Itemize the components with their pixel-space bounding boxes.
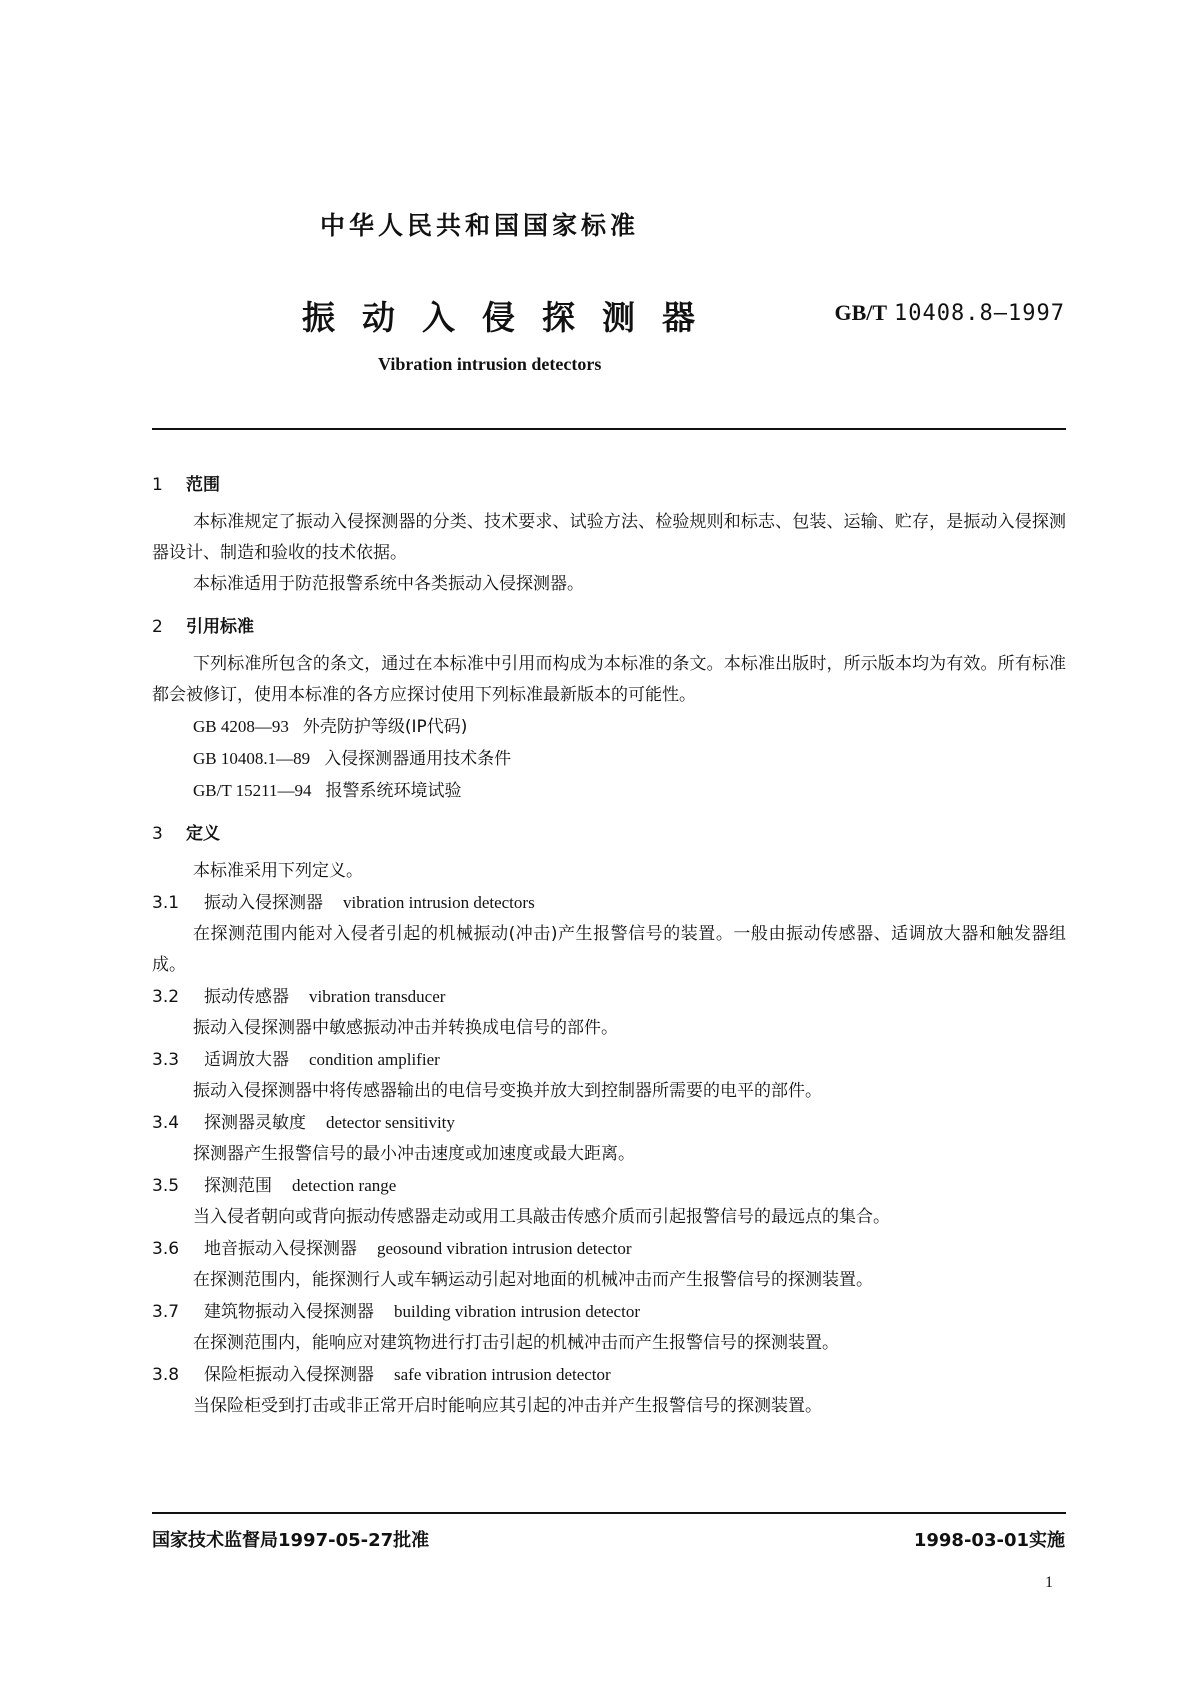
approval-statement: 国家技术监督局1997-05-27批准 <box>152 1530 430 1551</box>
reference-item <box>152 775 1066 807</box>
reference-item <box>152 743 1066 775</box>
definition-term-zh: 地音振动入侵探测器 <box>204 1239 357 1259</box>
definition-number: 3.2 <box>152 987 180 1007</box>
main-content <box>152 470 1066 1422</box>
scope-paragraph: 本标准适用于防范报警系统中各类振动入侵探测器。 <box>193 574 584 594</box>
definition-text: 探测器产生报警信号的最小冲击速度或加速度或最大距离。 <box>193 1144 635 1164</box>
definition-text: 振动入侵探测器中敏感振动冲击并转换成电信号的部件。 <box>193 1018 618 1038</box>
definition-term <box>152 1107 1066 1139</box>
definition-number: 3.6 <box>152 1239 180 1259</box>
section-number: 1 <box>152 475 163 495</box>
definition-text: 在探测范围内，能探测行人或车辆运动引起对地面的机械冲击而产生报警信号的探测装置。 <box>193 1270 873 1290</box>
national-standard-title: 中华人民共和国国家标准 <box>320 211 640 240</box>
reference-code: GB 4208—93 <box>193 717 289 736</box>
definition-text: 振动入侵探测器中将传感器输出的电信号变换并放大到控制器所需要的电平的部件。 <box>193 1081 822 1101</box>
scope-paragraph: 本标准规定了振动入侵探测器的分类、技术要求、试验方法、检验规则和标志、包装、运输、贮存，是振动入侵探测器设计、制造和验收的技术依据。 <box>152 512 1066 563</box>
definition-number: 3.5 <box>152 1176 180 1196</box>
definition-number: 3.8 <box>152 1365 180 1385</box>
definition-term <box>152 1359 1066 1391</box>
definition-text: 当保险柜受到打击或非正常开启时能响应其引起的冲击并产生报警信号的探测装置。 <box>193 1396 822 1416</box>
header-divider <box>152 428 1066 430</box>
standard-title: 振动入侵探测器 <box>302 298 722 337</box>
definition-term-zh: 适调放大器 <box>204 1050 289 1070</box>
reference-title: 外壳防护等级(IP代码) <box>302 717 468 737</box>
definitions-intro: 本标准采用下列定义。 <box>193 861 363 881</box>
standard-code-prefix: GB/T <box>834 300 888 325</box>
definition-term-zh: 建筑物振动入侵探测器 <box>204 1302 374 1322</box>
standard-code <box>834 300 1065 326</box>
definition-term-zh: 探测范围 <box>204 1176 272 1196</box>
section-number: 2 <box>152 617 163 637</box>
definition-term <box>152 1233 1066 1265</box>
references-intro: 下列标准所包含的条文，通过在本标准中引用而构成为本标准的条文。本标准出版时，所示版本均为有效。所有标准都会被修订，使用本标准的各方应探讨使用下列标准最新版本的可能性。 <box>152 654 1066 705</box>
definition-text: 当入侵者朝向或背向振动传感器走动或用工具敲击传感介质而引起报警信号的最远点的集合。 <box>193 1207 890 1227</box>
definition-term-en: vibration transducer <box>309 987 446 1006</box>
reference-item <box>152 711 1066 743</box>
definition-term-zh: 振动入侵探测器 <box>204 893 323 913</box>
definition-term-en: geosound vibration intrusion detector <box>377 1239 632 1258</box>
section-title: 引用标准 <box>186 617 254 637</box>
page-number: 1 <box>1045 1574 1053 1591</box>
section-heading-references <box>152 612 1066 643</box>
definition-term <box>152 1296 1066 1328</box>
definition-term <box>152 981 1066 1013</box>
reference-code: GB 10408.1—89 <box>193 749 311 768</box>
english-title: Vibration intrusion detectors <box>378 354 602 374</box>
definition-term-zh: 保险柜振动入侵探测器 <box>204 1365 374 1385</box>
definition-term-en: vibration intrusion detectors <box>343 893 535 912</box>
definition-term-en: condition amplifier <box>309 1050 440 1069</box>
definition-term-en: detection range <box>292 1176 397 1195</box>
definition-term-en: detector sensitivity <box>326 1113 455 1132</box>
definition-term-en: building vibration intrusion detector <box>394 1302 640 1321</box>
definition-number: 3.7 <box>152 1302 180 1322</box>
section-title: 定义 <box>186 824 220 844</box>
definition-term-zh: 振动传感器 <box>204 987 289 1007</box>
definition-text: 在探测范围内，能响应对建筑物进行打击引起的机械冲击而产生报警信号的探测装置。 <box>193 1333 839 1353</box>
section-heading-scope <box>152 470 1066 501</box>
section-title: 范围 <box>186 475 220 495</box>
reference-title: 报警系统环境试验 <box>325 781 462 801</box>
definition-term-en: safe vibration intrusion detector <box>394 1365 611 1384</box>
definition-text: 在探测范围内能对入侵者引起的机械振动(冲击)产生报警信号的装置。一般由振动传感器、适调放大器和触发器组成。 <box>152 924 1066 975</box>
definition-term <box>152 1170 1066 1202</box>
definition-number: 3.3 <box>152 1050 180 1070</box>
definition-number: 3.4 <box>152 1113 180 1133</box>
implementation-date: 1998-03-01实施 <box>913 1530 1065 1551</box>
definition-term-zh: 探测器灵敏度 <box>204 1113 306 1133</box>
reference-code: GB/T 15211—94 <box>193 781 312 800</box>
definition-term <box>152 887 1066 919</box>
standard-code-number: 10408.8—1997 <box>894 301 1065 326</box>
footer-divider <box>152 1512 1066 1514</box>
section-number: 3 <box>152 824 163 844</box>
reference-title: 入侵探测器通用技术条件 <box>324 749 512 769</box>
definition-term <box>152 1044 1066 1076</box>
definition-number: 3.1 <box>152 893 180 913</box>
section-heading-definitions <box>152 819 1066 850</box>
